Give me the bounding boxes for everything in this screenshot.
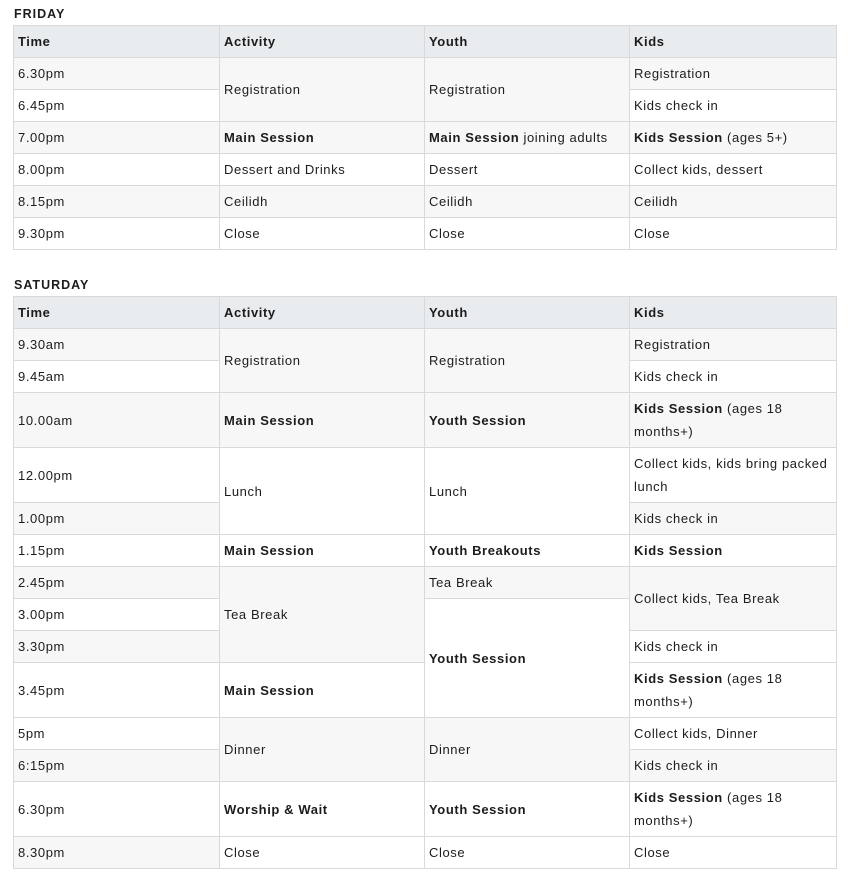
table-row (14, 782, 837, 837)
kids-bold: Kids Session (634, 543, 723, 558)
activity-cell: Close (220, 218, 425, 250)
activity-cell: Dessert and Drinks (220, 154, 425, 186)
time-cell: 3.30pm (14, 631, 220, 663)
kids-bold: Kids Session (634, 401, 723, 416)
kids-bold: Kids Session (634, 790, 723, 805)
youth-bold: Youth Session (429, 650, 527, 666)
kids-cell: Close (630, 837, 837, 869)
time-cell: 6.30pm (14, 58, 220, 90)
activity-cell: Close (220, 837, 425, 869)
table-row (14, 837, 837, 869)
kids-cell: Ceilidh (630, 186, 837, 218)
activity-cell: Registration (220, 58, 425, 122)
activity-bold: Worship & Wait (224, 801, 328, 817)
kids-bold: Kids Session (634, 130, 723, 145)
kids-cell (630, 535, 837, 567)
youth-cell (425, 535, 630, 567)
table-row (14, 393, 837, 448)
activity-bold: Main Session (224, 682, 315, 698)
table-row (14, 535, 837, 567)
youth-cell (425, 782, 630, 837)
activity-cell: Ceilidh (220, 186, 425, 218)
activity-cell: Registration (220, 329, 425, 393)
activity-bold: Main Session (224, 543, 315, 558)
table-row (14, 122, 837, 154)
kids-note: (ages 18 months+) (634, 671, 783, 709)
youth-cell: Lunch (425, 448, 630, 535)
time-cell: 2.45pm (14, 567, 220, 599)
table-row (14, 218, 837, 250)
youth-cell (425, 122, 630, 154)
table-row (14, 448, 837, 503)
activity-cell (220, 782, 425, 837)
activity-bold: Main Session (224, 412, 315, 428)
kids-cell: Kids check in (630, 361, 837, 393)
saturday-heading: SATURDAY (14, 278, 90, 292)
activity-cell: Tea Break (220, 567, 425, 663)
youth-cell: Registration (425, 58, 630, 122)
time-cell: 12.00pm (14, 448, 220, 503)
time-cell: 5pm (14, 718, 220, 750)
youth-cell: Close (425, 218, 630, 250)
kids-cell: Registration (630, 329, 837, 361)
time-cell: 8.15pm (14, 186, 220, 218)
activity-bold: Main Session (224, 130, 315, 145)
kids-cell: Close (630, 218, 837, 250)
table-row (14, 329, 837, 361)
table-row (14, 718, 837, 750)
activity-cell (220, 663, 425, 718)
youth-cell: Dessert (425, 154, 630, 186)
activity-cell: Lunch (220, 448, 425, 535)
time-cell: 3.00pm (14, 599, 220, 631)
kids-cell: Kids check in (630, 631, 837, 663)
kids-cell: Collect kids, dessert (630, 154, 837, 186)
kids-cell (630, 393, 837, 448)
kids-cell: Collect kids, Dinner (630, 718, 837, 750)
activity-cell (220, 122, 425, 154)
youth-bold: Youth Session (429, 412, 527, 428)
header-time: Time (14, 26, 220, 58)
time-cell: 1.00pm (14, 503, 220, 535)
table-header-row (14, 26, 837, 58)
youth-bold: Main Session (429, 130, 520, 145)
table-row (14, 186, 837, 218)
kids-note: (ages 18 months+) (634, 790, 783, 828)
header-youth: Youth (425, 297, 630, 329)
youth-note: joining adults (519, 130, 608, 145)
time-cell: 7.00pm (14, 122, 220, 154)
time-cell: 8.30pm (14, 837, 220, 869)
kids-cell: Collect kids, Tea Break (630, 567, 837, 631)
time-cell: 9.30pm (14, 218, 220, 250)
header-kids: Kids (630, 26, 837, 58)
kids-cell (630, 122, 837, 154)
time-cell: 9.30am (14, 329, 220, 361)
activity-cell (220, 393, 425, 448)
table-row (14, 58, 837, 90)
youth-cell (425, 393, 630, 448)
activity-cell: Dinner (220, 718, 425, 782)
youth-cell: Registration (425, 329, 630, 393)
youth-cell: Ceilidh (425, 186, 630, 218)
kids-cell: Kids check in (630, 750, 837, 782)
kids-note: (ages 5+) (722, 130, 788, 145)
youth-cell: Close (425, 837, 630, 869)
kids-cell: Collect kids, kids bring packed lunch (630, 448, 837, 503)
youth-bold: Youth Breakouts (429, 543, 542, 558)
table-row (14, 154, 837, 186)
youth-bold: Youth Session (429, 801, 527, 817)
youth-cell: Tea Break (425, 567, 630, 599)
kids-cell (630, 663, 837, 718)
friday-schedule-table (13, 25, 837, 250)
kids-bold: Kids Session (634, 671, 723, 686)
activity-cell (220, 535, 425, 567)
table-row (14, 567, 837, 599)
kids-cell (630, 782, 837, 837)
time-cell: 3.45pm (14, 663, 220, 718)
time-cell: 10.00am (14, 393, 220, 448)
youth-cell (425, 599, 630, 718)
kids-cell: Kids check in (630, 503, 837, 535)
time-cell: 6:15pm (14, 750, 220, 782)
kids-note: (ages 18 months+) (634, 401, 783, 439)
time-cell: 8.00pm (14, 154, 220, 186)
friday-heading: FRIDAY (14, 7, 66, 21)
header-youth: Youth (425, 26, 630, 58)
header-activity: Activity (220, 297, 425, 329)
header-kids: Kids (630, 297, 837, 329)
kids-cell: Registration (630, 58, 837, 90)
header-time: Time (14, 297, 220, 329)
time-cell: 6.30pm (14, 782, 220, 837)
saturday-schedule-table (13, 296, 837, 869)
time-cell: 9.45am (14, 361, 220, 393)
header-activity: Activity (220, 26, 425, 58)
time-cell: 1.15pm (14, 535, 220, 567)
kids-cell: Kids check in (630, 90, 837, 122)
table-header-row (14, 297, 837, 329)
youth-cell: Dinner (425, 718, 630, 782)
time-cell: 6.45pm (14, 90, 220, 122)
